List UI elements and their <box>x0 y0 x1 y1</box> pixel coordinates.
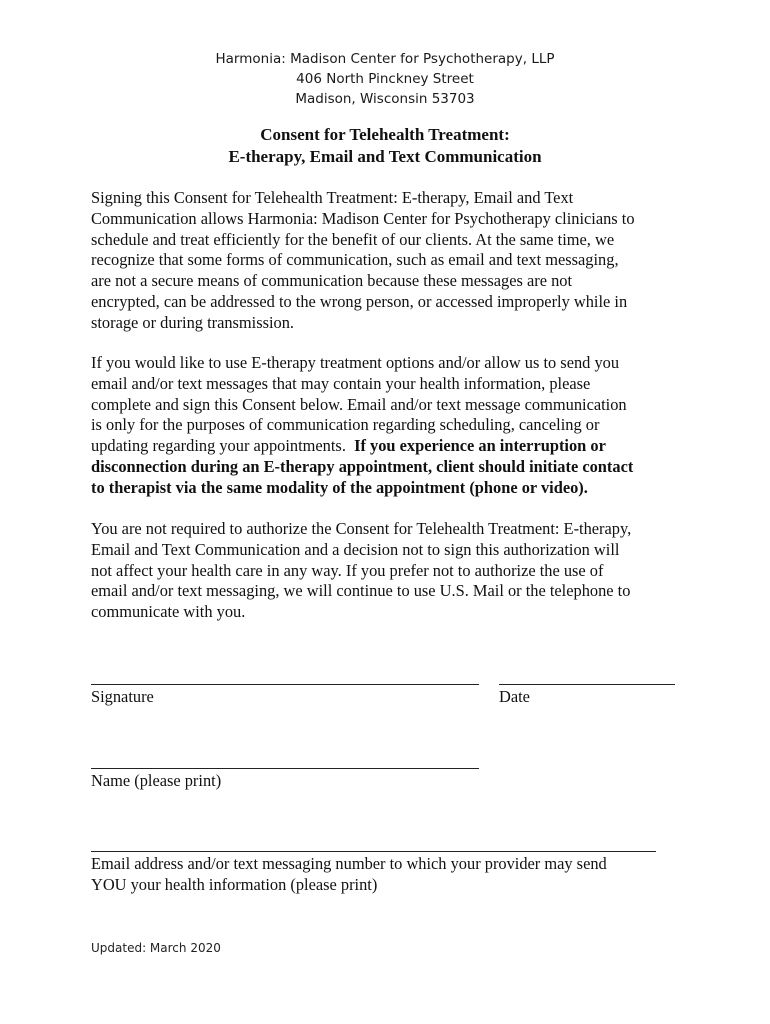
paragraph-line: email and/or text messaging, we will continue to use U.S. Mail or the telephone to <box>91 581 631 601</box>
title-line-1: Consent for Telehealth Treatment: <box>260 125 510 144</box>
signature-label: Signature <box>91 687 154 706</box>
paragraph-line: Communication allows Harmonia: Madison Center for Psychotherapy clinicians to <box>91 208 635 228</box>
paragraph-purpose <box>91 188 691 334</box>
paragraph-line: not affect your health care in any way. If you prefer not to authorize the use of <box>91 560 604 580</box>
paragraph-text-normal: updating regarding your appointments. <box>91 436 355 456</box>
paragraph-line: email and/or text messages that may contain your health information, please <box>91 373 591 393</box>
letterhead-org-name: Harmonia: Madison Center for Psychotherapy, LLP <box>215 51 555 67</box>
paragraph-line: recognize that some forms of communication, such as email and text messaging, <box>91 250 619 270</box>
paragraph-line: Email and Text Communication and a decision not to sign this authorization will <box>91 539 620 559</box>
name-label: Name (please print) <box>91 771 222 790</box>
paragraph-line: are not a secure means of communication because these messages are not <box>91 271 573 291</box>
letterhead-city: Madison, Wisconsin 53703 <box>295 91 475 107</box>
paragraph-line: If you would like to use E-therapy treatment options and/or allow us to send you <box>91 353 620 372</box>
email-label-line-1: Email address and/or text messaging number to which your provider may send <box>91 854 607 873</box>
name-field[interactable] <box>91 768 479 769</box>
paragraph-line: complete and sign this Consent below. Email and/or text message communication <box>91 394 627 414</box>
paragraph-line: encrypted, can be addressed to the wrong person, or accessed improperly while in <box>91 291 628 311</box>
document-title <box>0 124 770 168</box>
updated-date: Updated: March 2020 <box>91 941 221 955</box>
paragraph-line: You are not required to authorize the Consent for Telehealth Treatment: E-therapy, <box>91 519 632 538</box>
paragraph-line: storage or during transmission. <box>91 312 295 332</box>
date-field[interactable] <box>499 684 675 685</box>
paragraph-text-bold: If you experience an interruption or <box>354 436 606 456</box>
date-label: Date <box>499 687 530 706</box>
email-label-line-2: YOU your health information (please print) <box>91 875 378 894</box>
letterhead-street: 406 North Pinckney Street <box>296 71 474 87</box>
paragraph-line-bold: to therapist via the same modality of the appointment (phone or video). <box>91 477 588 497</box>
paragraph-line: schedule and treat efficiently for the benefit of our clients. At the same time, we <box>91 229 615 249</box>
title-line-2: E-therapy, Email and Text Communication <box>228 147 542 166</box>
paragraph-line-bold: disconnection during an E-therapy appointment, client should initiate contact <box>91 456 634 476</box>
letterhead <box>0 49 770 109</box>
paragraph-line-mixed <box>91 436 691 457</box>
paragraph-optional <box>91 519 691 623</box>
paragraph-line: communicate with you. <box>91 602 246 622</box>
paragraph-line: Signing this Consent for Telehealth Treatment: E-therapy, Email and Text <box>91 188 574 207</box>
signature-field[interactable] <box>91 684 479 685</box>
email-phone-field[interactable] <box>91 851 656 852</box>
paragraph-line: is only for the purposes of communication regarding scheduling, canceling or <box>91 415 600 435</box>
paragraph-usage <box>91 353 691 499</box>
